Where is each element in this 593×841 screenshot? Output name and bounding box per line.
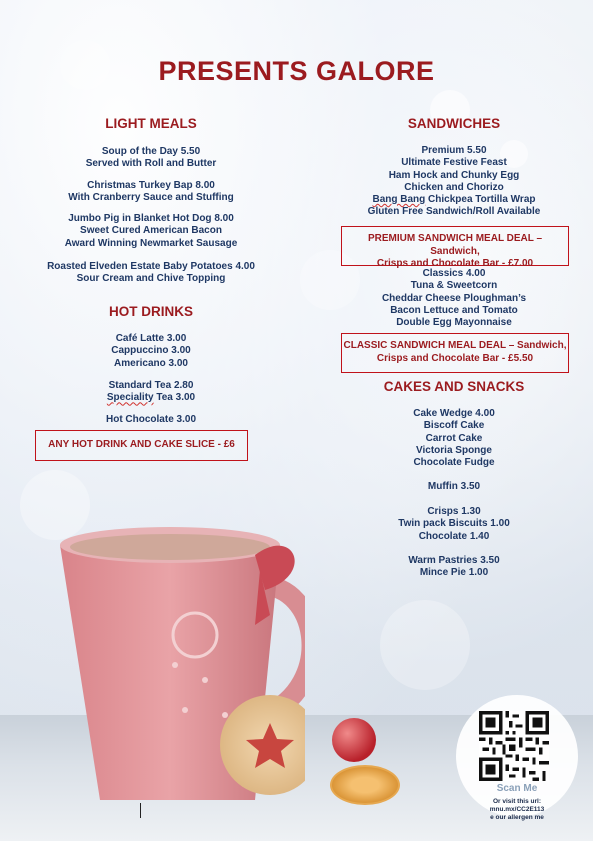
classic-meal-deal-box <box>341 333 569 373</box>
menu-group-premium <box>331 145 577 219</box>
menu-item: Standard Tea 2.80 <box>108 380 194 391</box>
menu-item: Soup of the Day 5.50 <box>101 146 201 157</box>
christmas-bauble-image <box>332 718 376 762</box>
menu-item: Victoria Sponge <box>416 444 492 456</box>
menu-group-hot-dog <box>30 213 272 250</box>
menu-item: Tuna & Sweetcorn <box>410 280 498 292</box>
menu-item-bang-bang <box>331 194 577 206</box>
hot-chocolate-mug-image <box>55 515 305 815</box>
hot-drinks-heading: HOT DRINKS <box>109 304 193 319</box>
menu-group-tea <box>30 380 272 405</box>
menu-group-potatoes <box>30 261 272 286</box>
menu-group-muffin <box>331 481 577 493</box>
text-cursor <box>140 803 141 818</box>
scan-me-label: Scan Me <box>496 783 538 794</box>
menu-group-cakes <box>331 408 577 469</box>
menu-item-desc: With Cranberry Sauce and Stuffing <box>68 192 234 204</box>
spell-flag-word: Speciality <box>106 392 154 404</box>
menu-item: Gluten Free Sandwich/Roll Available <box>367 206 541 218</box>
hot-drink-deal-box <box>35 430 248 461</box>
menu-item: Cappuccino 3.00 <box>111 345 191 357</box>
menu-group-soup <box>30 146 272 171</box>
menu-item: Crisps 1.30 <box>427 506 481 517</box>
menu-item: Jumbo Pig in Blanket Hot Dog 8.00 <box>68 213 234 224</box>
deal-text: Crisps and Chocolate Bar - £5.50 <box>376 352 534 364</box>
menu-item: Biscoff Cake <box>423 420 485 432</box>
light-meals-heading: LIGHT MEALS <box>105 116 197 131</box>
menu-item: Americano 3.00 <box>114 357 188 369</box>
menu-group-turkey-bap <box>30 180 272 205</box>
menu-item: Cheddar Cheese Ploughman’s <box>381 292 527 304</box>
menu-item: Mince Pie 1.00 <box>419 567 489 579</box>
premium-meal-deal-box <box>341 226 569 269</box>
menu-item-desc: Served with Roll and Butter <box>85 158 217 170</box>
menu-item: Double Egg Mayonnaise <box>396 317 512 329</box>
deal-text: Crisps and Chocolate Bar - £7.00 <box>376 258 534 269</box>
menu-group-pastries <box>331 555 577 580</box>
menu-item: Warm Pastries 3.50 <box>408 555 500 566</box>
menu-group-coffee <box>30 333 272 370</box>
menu-item: Carrot Cake <box>425 432 483 444</box>
menu-item: Chocolate Fudge <box>413 457 495 469</box>
qr-code-icon[interactable] <box>479 711 549 781</box>
menu-item-rest: Chickpea Tortilla Wrap <box>425 194 536 206</box>
menu-item: Twin pack Biscuits 1.00 <box>398 518 510 530</box>
menu-group-chocolate <box>30 414 272 426</box>
menu-item: Classics 4.00 <box>422 268 486 279</box>
deal-text: CLASSIC SANDWICH MEAL DEAL – Sandwich, <box>343 340 567 351</box>
sandwiches-heading: SANDWICHES <box>407 116 501 131</box>
menu-item: Bacon Lettuce and Tomato <box>390 304 518 316</box>
deal-text: PREMIUM SANDWICH MEAL DEAL – Sandwich, <box>367 233 543 257</box>
menu-item: Christmas Turkey Bap 8.00 <box>87 180 215 191</box>
menu-item: Chocolate 1.40 <box>418 530 490 542</box>
menu-item: Ultimate Festive Feast <box>401 157 507 169</box>
orange-slice-image <box>330 765 400 805</box>
menu-item-desc: Award Winning Newmarket Sausage <box>64 237 238 249</box>
menu-item-desc: Sour Cream and Chive Topping <box>76 273 226 285</box>
menu-item: Muffin 3.50 <box>427 481 481 492</box>
page-title: PRESENTS GALORE <box>158 56 435 86</box>
menu-item: Cake Wedge 4.00 <box>413 408 495 419</box>
qr-allergen-note: e our allergen me <box>490 814 544 821</box>
menu-item: Chicken and Chorizo <box>404 181 504 193</box>
qr-instruction: Or visit this url: <box>492 798 542 805</box>
menu-item: Café Latte 3.00 <box>115 333 187 344</box>
menu-item: Roasted Elveden Estate Baby Potatoes 4.00 <box>47 261 255 272</box>
menu-item: Hot Chocolate 3.00 <box>105 414 197 425</box>
menu-group-snacks <box>331 506 577 543</box>
cakes-heading: CAKES AND SNACKS <box>383 379 525 394</box>
spell-flag-word: Bang Bang <box>372 194 426 206</box>
menu-item-price: Tea 3.00 <box>153 392 196 404</box>
menu-item: Premium 5.50 <box>421 145 487 156</box>
deal-text: ANY HOT DRINK AND CAKE SLICE - £6 <box>48 439 235 450</box>
qr-url[interactable]: mnu.mx/CC2E113 <box>489 806 545 813</box>
menu-item-desc: Sweet Cured American Bacon <box>80 225 222 237</box>
menu-item: Ham Hock and Chunky Egg <box>388 169 520 181</box>
menu-group-classics <box>331 268 577 329</box>
menu-item-speciality-tea <box>30 392 272 404</box>
